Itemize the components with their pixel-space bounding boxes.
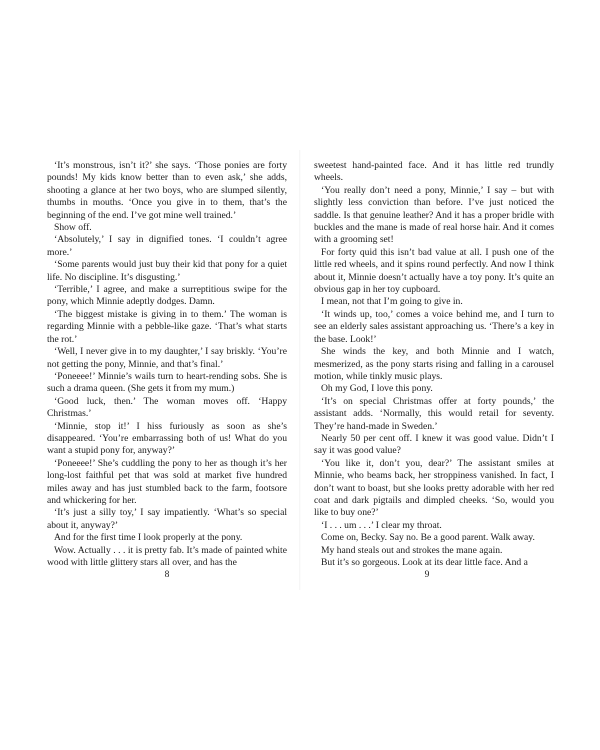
paragraph: ‘It winds up, too,’ comes a voice behind me, and I turn to see an elderly sales assistant approaching us. ‘There’s a key in the base. Look!’: [314, 308, 554, 345]
paragraph: ‘It’s on special Christmas offer at forty pounds,’ the assistant adds. ‘Normally, this would retail for seventy. They’re hand-made in Sweden.’: [314, 395, 554, 432]
paragraph: I mean, not that I’m going to give in.: [321, 296, 463, 308]
paragraph: ‘It’s monstrous, isn’t it?’ she says. ‘Those ponies are forty pounds! My kids know better than to even ask,’ she adds, shooting a glance at her two boys, who are slumped silently, thumbs in mouths. ‘Once you give in to them, that’s the beginning of the end. I’ve got mine well trained.’: [47, 160, 287, 221]
right-page-text: [314, 160, 554, 569]
paragraph: ‘Well, I never give in to my daughter,’ I say briskly. ‘You’re not getting the pony, Minnie, and that’s final.’: [47, 346, 287, 370]
right-page: [300, 0, 600, 750]
paragraph: ‘Good luck, then.’ The woman moves off. ‘Happy Christmas.’: [47, 395, 287, 420]
left-page-text: [47, 160, 287, 569]
paragraph: ‘Some parents would just buy their kid that pony for a quiet life. No discipline. It’s disgusting.’: [47, 259, 287, 283]
paragraph: For forty quid this isn’t bad value at all. I push one of the little red wheels, and it spins round perfectly. And now I think about it, Minnie doesn’t actually have a toy pony. It’s quite an obvious gap in her toy cupboard.: [314, 246, 554, 296]
paragraph: Oh my God, I love this pony.: [321, 383, 433, 395]
paragraph: ‘Minnie, stop it!’ I hiss furiously as soon as she’s disappeared. ‘You’re embarrassing both of us! What do you want a stupid pony for, anyway?’: [47, 420, 287, 457]
page-number: 8: [164, 570, 170, 580]
paragraph: Show off.: [54, 222, 92, 234]
paragraph: ‘Poneeee!’ She’s cuddling the pony to her as though it’s her long-lost faithful pet that was sold at market five hundred miles away and has just stumbled back to the farm, footsore and whickering for her.: [47, 457, 287, 506]
paragraph: ‘Terrible,’ I agree, and make a surreptitious swipe for the pony, which Minnie adeptly dodges. Damn.: [47, 284, 287, 308]
paragraph: But it’s so gorgeous. Look at its dear little face. And a: [321, 557, 528, 568]
paragraph: ‘Poneeee!’ Minnie’s wails turn to heart-rending sobs. She is such a drama queen. (She gets it from my mum.): [47, 370, 287, 395]
paragraph: ‘It’s just a silly toy,’ I say impatiently. ‘What’s so special about it, anyway?’: [47, 507, 287, 531]
paragraph: sweetest hand-painted face. And it has little red trundly wheels.: [314, 160, 554, 184]
paragraph: My hand steals out and strokes the mane again.: [321, 544, 503, 556]
paragraph: ‘Absolutely,’ I say in dignified tones. ‘I couldn’t agree more.’: [47, 234, 287, 258]
paragraph: ‘You really don’t need a pony, Minnie,’ I say – but with slightly less conviction than before. I’ve just noticed the saddle. Is that genuine leather? And it has a proper bridle with buckles and the mane is made of real horse hair. And it comes with a grooming set!: [314, 184, 554, 246]
paragraph: Come on, Becky. Say no. Be a good parent. Walk away.: [321, 532, 535, 544]
paragraph: And for the first time I look properly at the pony.: [54, 532, 243, 544]
paragraph: ‘You like it, don’t you, dear?’ The assistant smiles at Minnie, who beams back, her stroppiness vanished. In fact, I don’t want to boast, but she looks pretty adorable with her red coat and dark pigtails and dimpled cheeks. ‘So, would you like to buy one?’: [314, 457, 554, 519]
paragraph: ‘The biggest mistake is giving in to them.’ The woman is regarding Minnie with a pebble-like gaze. ‘That’s what starts the rot.’: [47, 308, 287, 345]
page-number: 9: [424, 570, 430, 580]
paragraph: She winds the key, and both Minnie and I watch, mesmerized, as the pony starts rising and falling in a carousel motion, while tinkly music plays.: [314, 346, 554, 382]
paragraph: ‘I . . . um . . .’ I clear my throat.: [321, 519, 442, 531]
paragraph: Nearly 50 per cent off. I knew it was good value. Didn’t I say it was good value?: [314, 432, 554, 457]
paragraph: Wow. Actually . . . it is pretty fab. It’s made of painted white wood with little glittery stars all over, and has the: [47, 544, 287, 568]
